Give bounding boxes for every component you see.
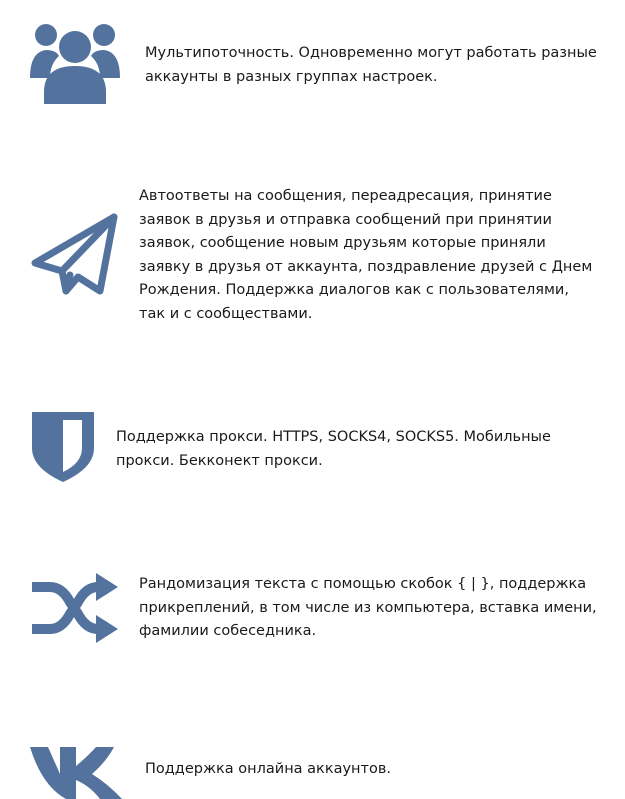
feature-text: Поддержка онлайна аккаунтов. bbox=[145, 761, 391, 777]
users-icon bbox=[30, 20, 120, 104]
feature-online-support bbox=[0, 730, 625, 799]
feature-proxy bbox=[0, 400, 625, 490]
feature-text: Автоответы на сообщения, переадресация, принятие заявок в друзья и отправка сообщений при принятии заявок, сообщение новым друзьям которые приняли заявку в друзья от аккаунта, поздравление друзей с Днем Рождения. Поддержка диалогов как с пользователями, так и с сообществами. bbox=[139, 188, 593, 322]
shield-icon bbox=[32, 410, 94, 482]
feature-randomization bbox=[0, 560, 625, 650]
shuffle-icon bbox=[30, 568, 118, 648]
feature-autoreplies bbox=[0, 175, 625, 335]
feature-text: Поддержка прокси. HTTPS, SOCKS4, SOCKS5. Мобильные прокси. Бекконект прокси. bbox=[116, 429, 551, 469]
feature-text: Рандомизация текста с помощью скобок { | }, поддержка прикреплений, в том числе из компьютера, вставка имени, фамилии собеседника. bbox=[139, 576, 597, 639]
feature-multithreading bbox=[0, 0, 625, 120]
feature-text: Мультипоточность. Одновременно могут работать разные аккаунты в разных группах настроек. bbox=[145, 45, 597, 85]
vk-logo-icon bbox=[30, 744, 122, 799]
paper-plane-icon bbox=[30, 211, 120, 297]
